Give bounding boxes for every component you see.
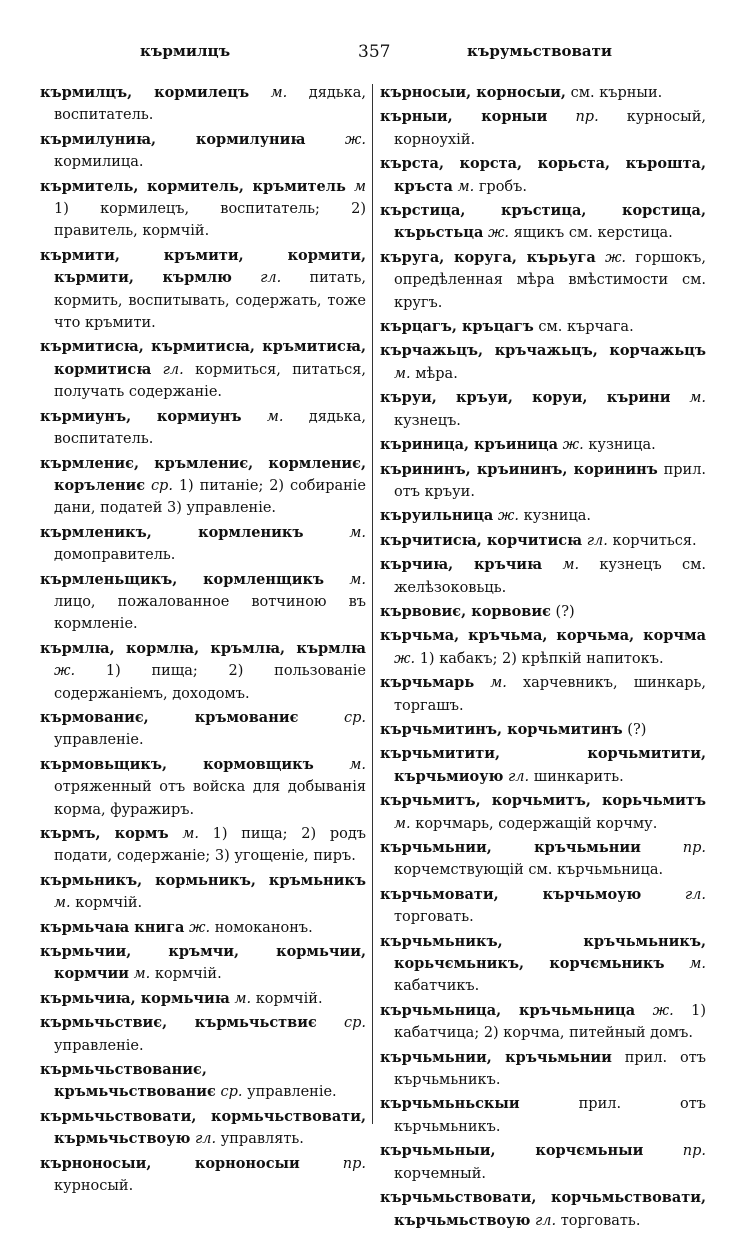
entry-grammar: ж. [652, 1002, 674, 1019]
entry-definition: торговать. [560, 1212, 641, 1229]
dictionary-entry [40, 638, 366, 705]
entry-headword: кърчьмьнии, кръчьмьнии [380, 1048, 612, 1066]
entry-headword: кърмъ, кормъ [40, 825, 169, 842]
entry-definition: корчемствующій см. кърчьмьница. [394, 862, 664, 879]
entry-definition: кормилица. [54, 154, 144, 171]
dictionary-entry [380, 719, 706, 741]
entry-grammar: гл. [507, 768, 530, 785]
dictionary-entry [40, 1106, 366, 1151]
entry-definition: управленіе. [247, 1084, 337, 1101]
entry-grammar: м. [270, 85, 288, 101]
entry-grammar: ж. [344, 131, 366, 148]
dictionary-entry [40, 1012, 366, 1057]
entry-definition: торговать. [394, 909, 474, 926]
entry-grammar: ж. [54, 663, 76, 680]
dictionary-entry [40, 1153, 366, 1198]
entry-headword: кърмьчьствиє, кърмьчьствиє [40, 1014, 317, 1032]
entry-grammar: м. [689, 956, 706, 973]
entry-definition: курносый. [54, 1178, 134, 1195]
entry-definition: лицо, пожалованное вотчиною въ кормленіе. [54, 593, 366, 633]
entry-grammar: гл. [162, 361, 184, 378]
entry-headword: кърмиунъ, кормиунъ [40, 407, 242, 425]
entry-headword: кърмленикъ, кормленикъ [40, 523, 304, 541]
entry-definition: питать, кормить, воспитывать, содержать, тоже что кръмити. [54, 270, 366, 332]
entry-definition: прил. отъ кръуи. [394, 461, 707, 500]
entry-definition: кормчій. [75, 895, 143, 912]
entry-headword: кърчьмарь [380, 674, 475, 692]
entry-headword: кърмитисꙗ, кърмитисꙗ, кръмитисꙗ, кормитисꙗ [40, 338, 366, 378]
entry-grammar: ж. [394, 650, 416, 667]
entry-headword: кървовиє, корвовиє [380, 602, 551, 620]
entry-headword: кърмовьщикъ, кормовщикъ [40, 755, 314, 773]
entry-grammar: м. [562, 557, 580, 574]
entry-grammar: гл. [534, 1212, 557, 1229]
entry-headword: кърчажьцъ, кръчажьцъ, корчажьцъ [380, 342, 706, 360]
entry-grammar: пр. [682, 1143, 706, 1160]
entry-grammar: ср. [150, 477, 173, 494]
entry-definition: 1) кабакъ; 2) крѣпкій напитокъ. [419, 650, 664, 667]
entry-definition: 1) питаніе; 2) собираніе дани, податей 3) управленіе. [54, 477, 367, 517]
entry-definition: корчемный. [394, 1165, 486, 1182]
dictionary-entry [380, 459, 706, 504]
entry-headword: кърмованиє, кръмованиє [40, 708, 299, 726]
entry-grammar: м. [349, 756, 366, 773]
entry-headword: кърчиꙗ, кръчиꙗ [380, 556, 543, 574]
entry-definition: 1) кормилецъ, воспитатель; 2) правитель, кормчій. [54, 201, 366, 240]
dictionary-entry [380, 790, 706, 835]
entry-headword: кърчитисꙗ, корчитисꙗ [380, 531, 583, 549]
dictionary-entry [380, 884, 706, 929]
entry-headword: кърчьма, кръчьма, корчьма, корчма [380, 627, 706, 645]
entry-headword: кърчьмьньскыи [380, 1095, 520, 1113]
entry-grammar: ср. [343, 709, 366, 726]
dictionary-entry [40, 176, 366, 243]
entry-headword: кърчьмовати, кърчьмоую [380, 885, 642, 903]
entry-grammar: ср. [220, 1084, 243, 1101]
dictionary-entry [380, 340, 706, 385]
entry-headword: кърмьчьствовати, кормьчьствовати, кърмьчьствоую [40, 1107, 366, 1148]
entry-grammar: ср. [343, 1015, 366, 1032]
entry-definition: домоправитель. [54, 547, 176, 564]
entry-headword: кърноносыи, корноносыи [40, 1154, 300, 1172]
dictionary-entry [40, 453, 366, 520]
entry-headword: кърмлениє, кръмлениє, кормлениє, корълениє [40, 454, 366, 494]
entry-grammar: м. [54, 895, 71, 912]
page-number: 357 [358, 42, 391, 62]
entry-grammar: пр. [575, 109, 599, 126]
dictionary-entry [380, 247, 706, 314]
dictionary-entry [40, 988, 366, 1010]
entry-definition: прил. отъ кърчьмьникъ. [394, 1049, 707, 1089]
entry-definition: кузница. [523, 508, 592, 525]
column-divider [372, 84, 373, 1124]
dictionary-entry [380, 200, 706, 245]
page-header [40, 42, 710, 70]
entry-definition: управленіе. [54, 732, 144, 749]
dictionary-entry [380, 554, 706, 599]
entry-grammar: гл. [194, 1131, 217, 1148]
entry-headword: кърмити, кръмити, кормити, кърмити, кърмлю [40, 246, 366, 287]
entry-grammar: м. [349, 524, 366, 541]
dictionary-entry [40, 569, 366, 636]
entry-headword: къруильница [380, 507, 494, 525]
left-column [40, 82, 366, 1200]
entry-grammar: ж. [562, 437, 584, 454]
entry-grammar: ж. [604, 249, 627, 266]
entry-grammar: м. [266, 408, 284, 425]
dictionary-entry [40, 129, 366, 174]
dictionary-entry [380, 601, 706, 623]
entry-headword: кърмитель, кормитель, кръмитель [40, 177, 346, 195]
entry-definition: 1) пища; 2) пользованіе содержаніемъ, доходомъ. [54, 663, 367, 702]
entry-grammar: м. [182, 826, 199, 842]
entry-grammar: м [353, 178, 366, 195]
entry-grammar: ж. [497, 508, 520, 525]
dictionary-entry [380, 1000, 706, 1045]
dictionary-entry [380, 837, 706, 882]
dictionary-entry [40, 336, 366, 403]
entry-grammar: гл. [684, 886, 706, 903]
right-column [380, 82, 706, 1234]
entry-grammar: гл. [260, 270, 282, 287]
dictionary-entry [40, 917, 366, 939]
entry-grammar: пр. [682, 840, 706, 856]
entry-definition: прил. отъ кърчьмьникъ. [394, 1096, 706, 1135]
entry-definition: корчмарь, содержащій корчму. [415, 815, 658, 832]
entry-definition: (?) [555, 603, 575, 620]
entry-definition: курносый, корноухій. [394, 109, 706, 148]
entry-definition: кормиться, питаться, получать содержаніе. [54, 361, 367, 401]
entry-definition: ящикъ см. керстица. [513, 225, 673, 242]
entry-definition: 1) кабатчица; 2) корчма, питейный домъ. [394, 1002, 707, 1042]
entry-definition: мѣра. [415, 365, 458, 382]
dictionary-entry [380, 1047, 706, 1092]
entry-headword: кърста, корста, корьста, кърошта, кръста [380, 155, 706, 195]
dictionary-entry [40, 754, 366, 821]
dictionary-entry [40, 406, 366, 451]
dictionary-entry [380, 434, 706, 456]
entry-definition: дядька, воспитатель. [54, 85, 366, 124]
dictionary-entry [380, 672, 706, 717]
entry-definition: кормчій. [255, 990, 323, 1007]
dictionary-entry [40, 522, 366, 567]
running-head-left: кърмилцъ [140, 42, 231, 60]
entry-headword: кърчьмьница, кръчьмьница [380, 1001, 636, 1019]
entry-headword: кърчьмьникъ, кръчьмьникъ, корьчємьникъ, корчємьникъ [380, 932, 706, 973]
entry-headword: кърмьчаꙗ книга [40, 918, 185, 936]
dictionary-entry [380, 530, 706, 552]
dictionary-entry [40, 1059, 366, 1104]
entry-grammar: ж. [189, 919, 211, 936]
entry-grammar: м. [234, 990, 252, 1007]
entry-definition: 1) пища; 2) родъ подати, содержаніе; 3) угощеніе, пиръ. [54, 826, 366, 865]
dictionary-entry [40, 941, 366, 986]
entry-headword: кърмилуниꙗ, кормилуниꙗ [40, 130, 306, 148]
dictionary-entry [40, 707, 366, 752]
dictionary-entry [40, 245, 366, 335]
dictionary-entry [380, 82, 706, 104]
dictionary-entry [380, 1187, 706, 1232]
dictionary-entry [40, 82, 366, 127]
dictionary-entry [380, 931, 706, 998]
dictionary-entry [380, 1093, 706, 1138]
dictionary-entry [40, 823, 366, 868]
entry-headword: кърмьникъ, кормьникъ, кръмьникъ [40, 871, 366, 889]
dictionary-entry [380, 316, 706, 338]
entry-definition: кузница. [588, 437, 656, 454]
entry-headword: кърмилцъ, кормилецъ [40, 84, 250, 101]
entry-definition: кузнецъ см. желѣзоковьць. [394, 557, 707, 596]
entry-headword: кърчьмьствовати, корчьмьствовати, кърчьмьствоую [380, 1189, 706, 1229]
dictionary-entry [380, 153, 706, 198]
entry-headword: кърмлꙗ, кормлꙗ, кръмлꙗ, кърмлꙗ [40, 639, 366, 657]
entry-headword: къруи, кръуи, коруи, кърини [380, 389, 671, 407]
entry-headword: кърцагъ, кръцагъ [380, 318, 534, 336]
entry-definition: (?) [627, 721, 647, 738]
entry-definition: корчиться. [612, 532, 697, 549]
entry-headword: кърчьмитъ, корчьмитъ, корьчьмитъ [380, 792, 706, 810]
entry-definition: см. кърчагa. [538, 319, 634, 336]
entry-headword: кърмленьщикъ, кормленщикъ [40, 570, 325, 588]
entry-grammar: пр. [342, 1155, 366, 1172]
dictionary-entry [380, 1140, 706, 1185]
entry-grammar: м. [394, 365, 411, 382]
entry-definition: см. кърныи. [570, 85, 663, 101]
entry-headword: кърныи, корныи [380, 108, 548, 126]
entry-definition: дядька, воспитатель. [54, 408, 366, 448]
entry-definition: гробъ. [478, 178, 527, 195]
entry-grammar: м. [133, 966, 151, 983]
entry-definition: управленіе. [54, 1037, 144, 1054]
entry-definition: кормчій. [154, 966, 222, 983]
entry-grammar: гл. [586, 532, 608, 549]
running-head-right: кърумьствовати [467, 42, 613, 60]
entry-grammar: м. [349, 571, 366, 588]
dictionary-entry [380, 625, 706, 670]
dictionary-entry [380, 743, 706, 788]
entry-headword: кърчьмьныи, корчємьныи [380, 1142, 644, 1160]
entry-definition: шинкарить. [533, 768, 624, 785]
entry-headword: кърмьчьствованиє, кръмьчьствованиє [40, 1061, 216, 1101]
dictionary-entry [380, 505, 706, 527]
entry-definition: управлять. [220, 1131, 304, 1148]
dictionary-entry [380, 106, 706, 151]
entry-definition: номоканонъ. [214, 919, 313, 936]
entry-definition: кузнецъ. [394, 412, 461, 429]
entry-definition: горшокъ, опредѣленная мѣра вмѣстимости см. кругъ. [394, 249, 706, 311]
entry-headword: кърчьмитинъ, корчьмитинъ [380, 720, 623, 738]
entry-headword: къругa, коругa, кърьугa [380, 248, 596, 266]
entry-headword: кърчьмитити, корчьмитити, кърчьмиоую [380, 745, 706, 785]
entry-headword: кърмьчиꙗ, кормьчиꙗ [40, 989, 230, 1007]
entry-definition: отряженный отъ войска для добыванія корма, фуражиръ. [54, 779, 366, 818]
entry-headword: кърмьчии, кръмчи, кормьчии, кормчии [40, 943, 366, 983]
dictionary-entry [40, 870, 366, 915]
entry-headword: кърининъ, кръининъ, корининъ [380, 460, 658, 478]
dictionary-entry [380, 387, 706, 432]
entry-headword: кърносыи, корносыи, [380, 84, 566, 101]
entry-grammar: м. [689, 390, 706, 407]
entry-grammar: м. [490, 675, 507, 692]
entry-grammar: м. [394, 815, 411, 832]
entry-headword: кърчьмьнии, кръчьмьнии [380, 839, 641, 856]
entry-grammar: ж. [487, 225, 510, 242]
entry-grammar: м. [457, 178, 475, 195]
entry-definition: кабатчикъ. [394, 978, 480, 995]
entry-headword: кърстица, кръстица, корстица, кърьстьца [380, 202, 706, 242]
entry-definition: харчевникъ, шинкарь, торгашъ. [394, 675, 707, 714]
entry-headword: къриница, кръиница [380, 436, 559, 454]
